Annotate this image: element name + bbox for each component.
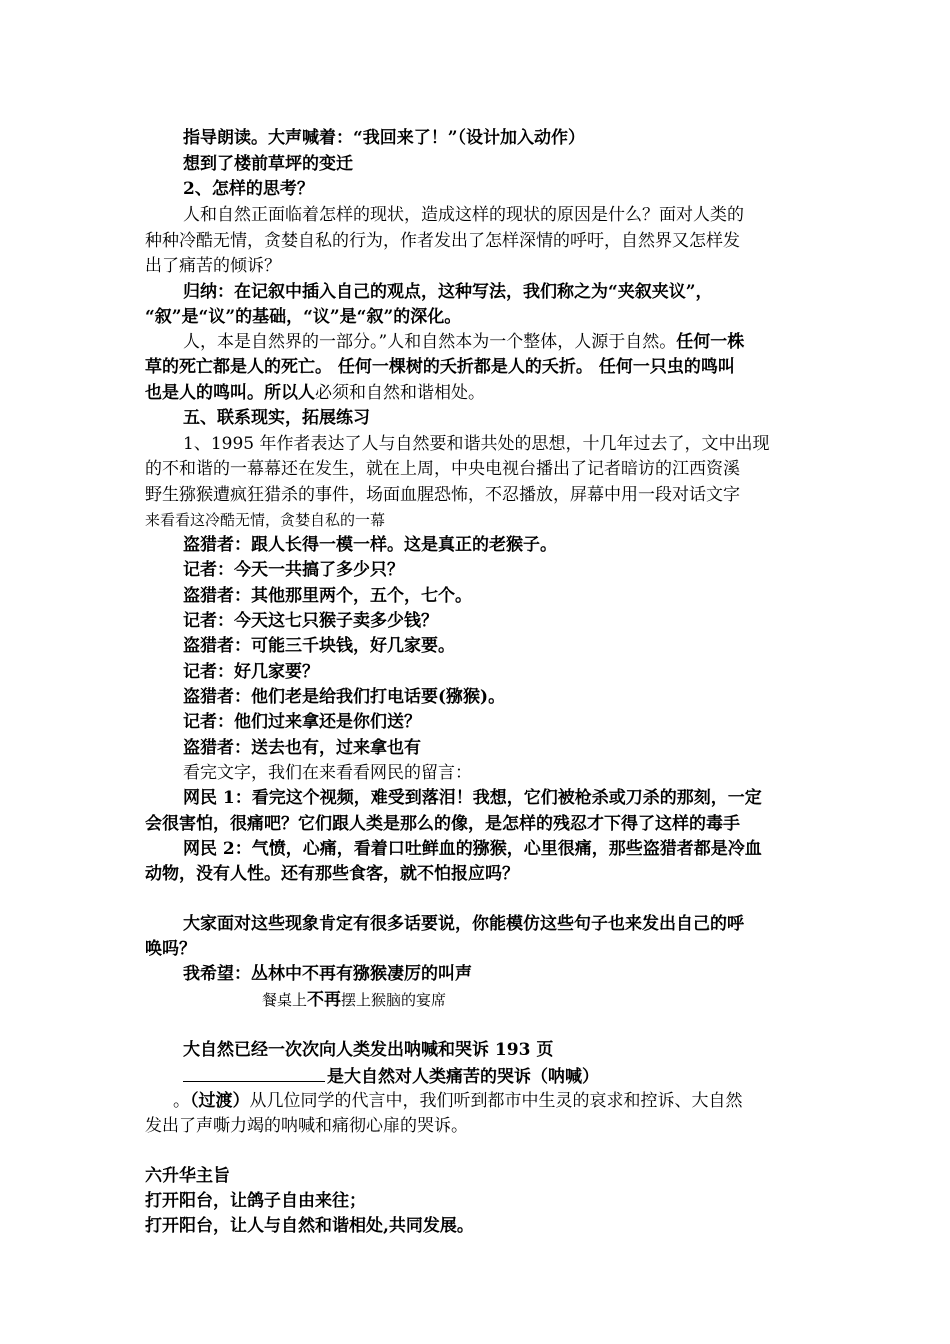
- text-line: 打开阳台，让人与自然和谐相处,共同发展。: [145, 1216, 474, 1236]
- comment-line: 网民 2：气愤，心痛，看着口吐鲜血的猕猴，心里很痛，那些盗猎者都是冷血: [183, 839, 762, 859]
- text-span-bold: 不再: [307, 990, 342, 1010]
- text-span: 。: [173, 1091, 190, 1111]
- text-line: [145, 381, 485, 405]
- section-heading: 2、怎样的思考？: [183, 179, 314, 199]
- text-span: 从几位同学的代言中，我们听到都市中生灵的哀求和控诉、大自然: [249, 1091, 743, 1111]
- comment-line: 动物，没有人性。还有那些食客，就不怕报应吗？: [145, 864, 519, 884]
- text-line: 归纳：在记叙中插入自己的观点，这种写法，我们称之为“夹叙夹议”，: [183, 282, 713, 302]
- dialogue-line: 记者：好几家要？: [183, 662, 319, 682]
- text-span: 摆上猴脑的宴席: [341, 991, 447, 1009]
- text-line: 看完文字，我们在来看看网民的留言：: [183, 763, 472, 783]
- section-heading: 六升华主旨: [145, 1166, 230, 1186]
- text-line: “叙”是“议”的基础，“议”是“叙”的深化。: [145, 307, 462, 327]
- comment-line: 会很害怕，很痛吧？它们跟人类是那么的像，是怎样的残忍才下得了这样的毒手: [145, 814, 740, 834]
- text-line: [183, 1063, 599, 1089]
- text-line: 大家面对这些现象肯定有很多话要说，你能模仿这些句子也来发出自己的呼: [183, 914, 744, 934]
- text-line: [183, 330, 744, 354]
- text-span-bold: （过渡）: [190, 1091, 250, 1111]
- text-span: 人，本是自然界的一部分。”人和自然本为一个整体，人源于自然。: [183, 332, 677, 352]
- section-heading: 五、联系现实，拓展练习: [183, 408, 370, 428]
- dialogue-line: 盗猎者：送去也有，过来拿也有: [183, 738, 421, 758]
- text-line: 来看看这冷酷无情，贪婪自私的一幕: [145, 511, 386, 529]
- dialogue-line: 记者：他们过来拿还是你们送？: [183, 712, 421, 732]
- text-line: [173, 1089, 743, 1113]
- text-line: 出了痛苦的倾诉？: [145, 256, 281, 276]
- dialogue-line: 盗猎者：可能三千块钱，好几家要。: [183, 636, 455, 656]
- dialogue-line: 盗猎者：跟人长得一模一样。这是真正的老猴子。: [183, 535, 557, 555]
- text-line: 大自然已经一次次向人类发出呐喊和哭诉 193 页: [183, 1040, 554, 1060]
- dialogue-line: 盗猎者：其他那里两个，五个，七个。: [183, 586, 472, 606]
- text-span: 餐桌上: [262, 991, 308, 1009]
- text-line: 指导朗读。大声喊着：“我回来了！”（设计加入动作）: [183, 128, 586, 148]
- dialogue-line: 盗猎者：他们老是给我们打电话要(猕猴)。: [183, 687, 506, 707]
- text-span: 是大自然对人类痛苦的哭诉（呐喊）: [327, 1067, 599, 1087]
- text-line: 野生猕猴遭疯狂猎杀的事件，场面血腥恐怖，不忍播放，屏幕中用一段对话文字: [145, 485, 740, 505]
- text-line: 想到了楼前草坪的变迁: [183, 154, 353, 174]
- dialogue-line: 记者：今天一共搞了多少只？: [183, 560, 404, 580]
- text-line: 的不和谐的一幕幕还在发生，就在上周，中央电视台播出了记者暗访的江西资溪: [145, 459, 740, 479]
- text-line: 草的死亡都是人的死亡。 任何一棵树的夭折都是人的夭折。 任何一只虫的鸣叫: [145, 357, 735, 377]
- text-line: 打开阳台，让鸽子自由来往；: [145, 1191, 366, 1211]
- text-line: 1、1995 年作者表达了人与自然要和谐共处的思想，十几年过去了，文中出现: [183, 434, 770, 454]
- text-span-bold: 任何一株: [676, 332, 745, 352]
- text-line: 唤吗？: [145, 939, 196, 959]
- text-line: 人和自然正面临着怎样的现状，造成这样的现状的原因是什么？面对人类的: [183, 205, 744, 225]
- text-span-bold: 也是人的鸣叫。所以人: [145, 383, 315, 403]
- text-line: 发出了声嘶力竭的呐喊和痛彻心扉的哭诉。: [145, 1116, 468, 1136]
- dialogue-line: 记者：今天这七只猴子卖多少钱？: [183, 611, 438, 631]
- text-span: 必须和自然和谐相处。: [315, 383, 485, 403]
- fill-in-blank: [183, 1063, 325, 1082]
- text-line: [262, 988, 446, 1012]
- comment-line: 网民 1：看完这个视频，难受到落泪！我想，它们被枪杀或刀杀的那刻，一定: [183, 788, 762, 808]
- text-line: 种种冷酷无情，贪婪自私的行为，作者发出了怎样深情的呼吁，自然界又怎样发: [145, 231, 740, 251]
- text-line: 我希望：丛林中不再有猕猴凄厉的叫声: [183, 964, 472, 984]
